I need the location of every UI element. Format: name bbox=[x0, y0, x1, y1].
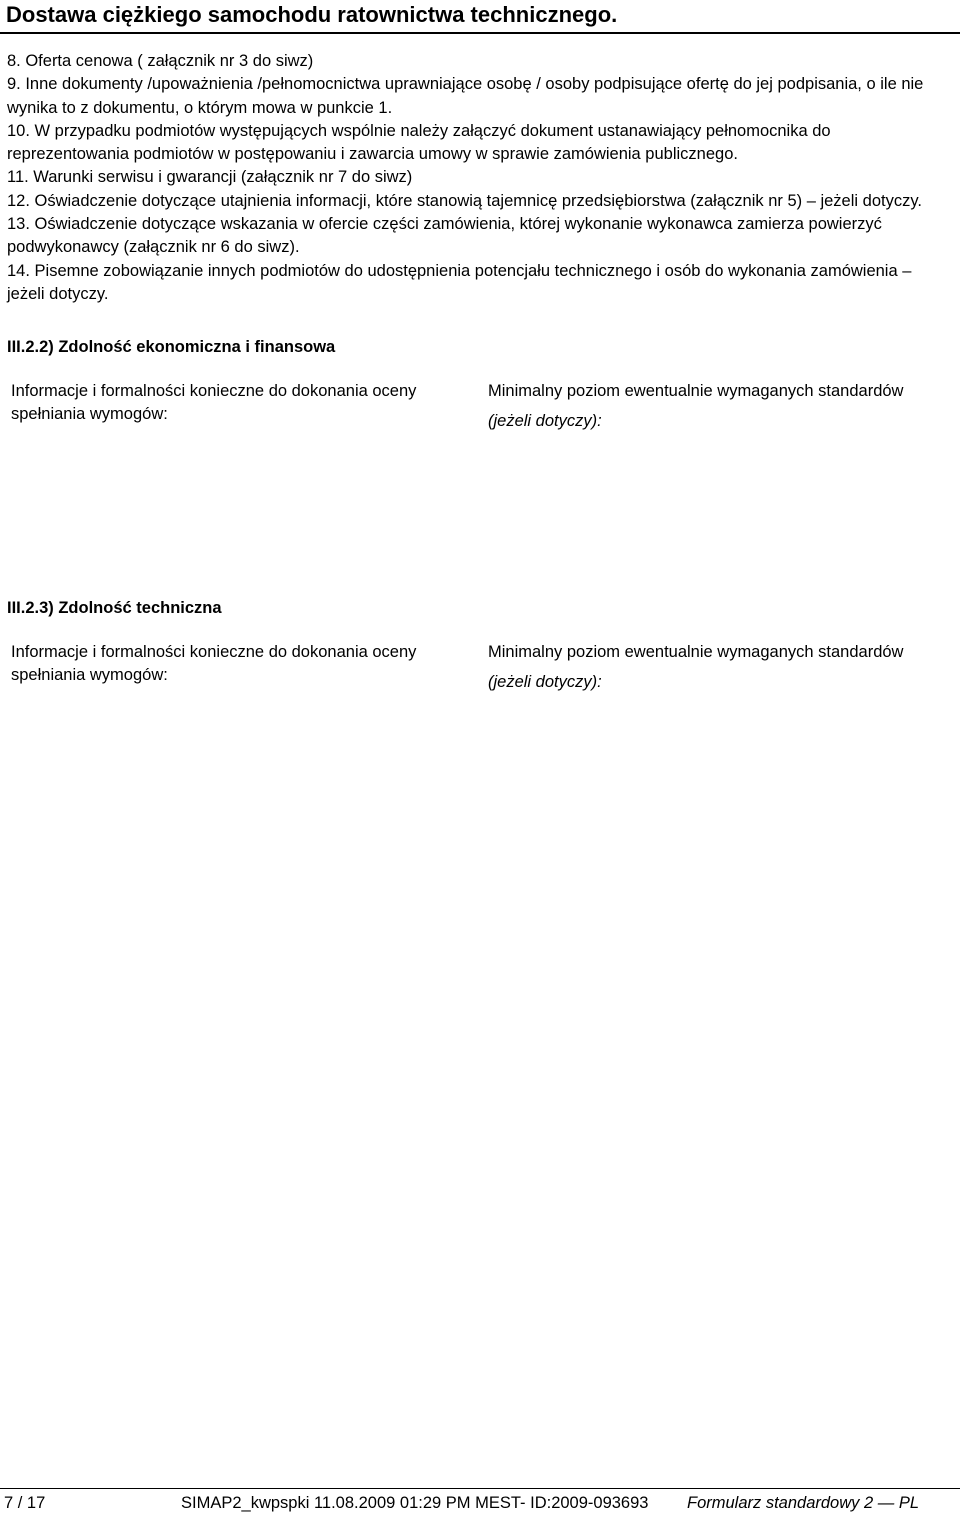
list-item: 13. Oświadczenie dotyczące wskazania w ofercie części zamówienia, której wykonanie wykonawca zamierza powierzyć podwykonawcy (załącznik nr 6 do siwz). bbox=[7, 215, 882, 257]
list-item: 12. Oświadczenie dotyczące utajnienia informacji, które stanowią tajemnicę przedsiębiorstwa (załącznik nr 5) – jeżeli dotyczy. bbox=[7, 191, 922, 210]
section-technical-standards bbox=[488, 641, 928, 694]
list-item: 10. W przypadku podmiotów występujących wspólnie należy załączyć dokument ustanawiający pełnomocnika do reprezentowania podmiotów w postępowaniu i zawarcia umowy w sprawie zamówienia publicznego. bbox=[7, 121, 831, 164]
section-heading-technical: III.2.3) Zdolność techniczna bbox=[7, 599, 222, 617]
list-item: 14. Pisemne zobowiązanie innych podmiotów do udostępnienia potencjału technicznego i osób do wykonania zamówienia – jeżeli dotyczy. bbox=[7, 261, 912, 303]
form-name: Formularz standardowy 2 — PL bbox=[687, 1494, 920, 1512]
required-documents-list bbox=[7, 50, 952, 306]
header-divider bbox=[0, 32, 960, 34]
standards-note: (jeżeli dotyczy): bbox=[488, 412, 602, 430]
standards-text: Minimalny poziom ewentualnie wymaganych standardów bbox=[488, 382, 904, 400]
standards-note: (jeżeli dotyczy): bbox=[488, 673, 602, 691]
standards-text: Minimalny poziom ewentualnie wymaganych standardów bbox=[488, 643, 904, 661]
list-item: 9. Inne dokumenty /upoważnienia /pełnomocnictwa uprawniające osobę / osoby podpisujące ofertę do jej podpisania, o ile nie wynika to z dokumentu, o którym mowa w punkcie 1. bbox=[7, 75, 924, 117]
section-technical-info: Informacje i formalności konieczne do dokonania oceny spełniania wymogów: bbox=[11, 643, 417, 684]
document-title: Dostawa ciężkiego samochodu ratownictwa technicznego. bbox=[6, 2, 618, 27]
document-id: SIMAP2_kwpspki 11.08.2009 01:29 PM MEST- ID:2009-093693 bbox=[181, 1494, 649, 1512]
footer-divider bbox=[0, 1488, 960, 1489]
page-number: 7 / 17 bbox=[4, 1494, 46, 1512]
list-item: 11. Warunki serwisu i gwarancji (załącznik nr 7 do siwz) bbox=[7, 168, 413, 187]
section-economic-info: Informacje i formalności konieczne do dokonania oceny spełniania wymogów: bbox=[11, 382, 417, 423]
section-heading-economic: III.2.2) Zdolność ekonomiczna i finansowa bbox=[7, 338, 336, 356]
list-item: 8. Oferta cenowa ( załącznik nr 3 do siwz) bbox=[7, 52, 314, 70]
section-economic-standards bbox=[488, 380, 928, 433]
